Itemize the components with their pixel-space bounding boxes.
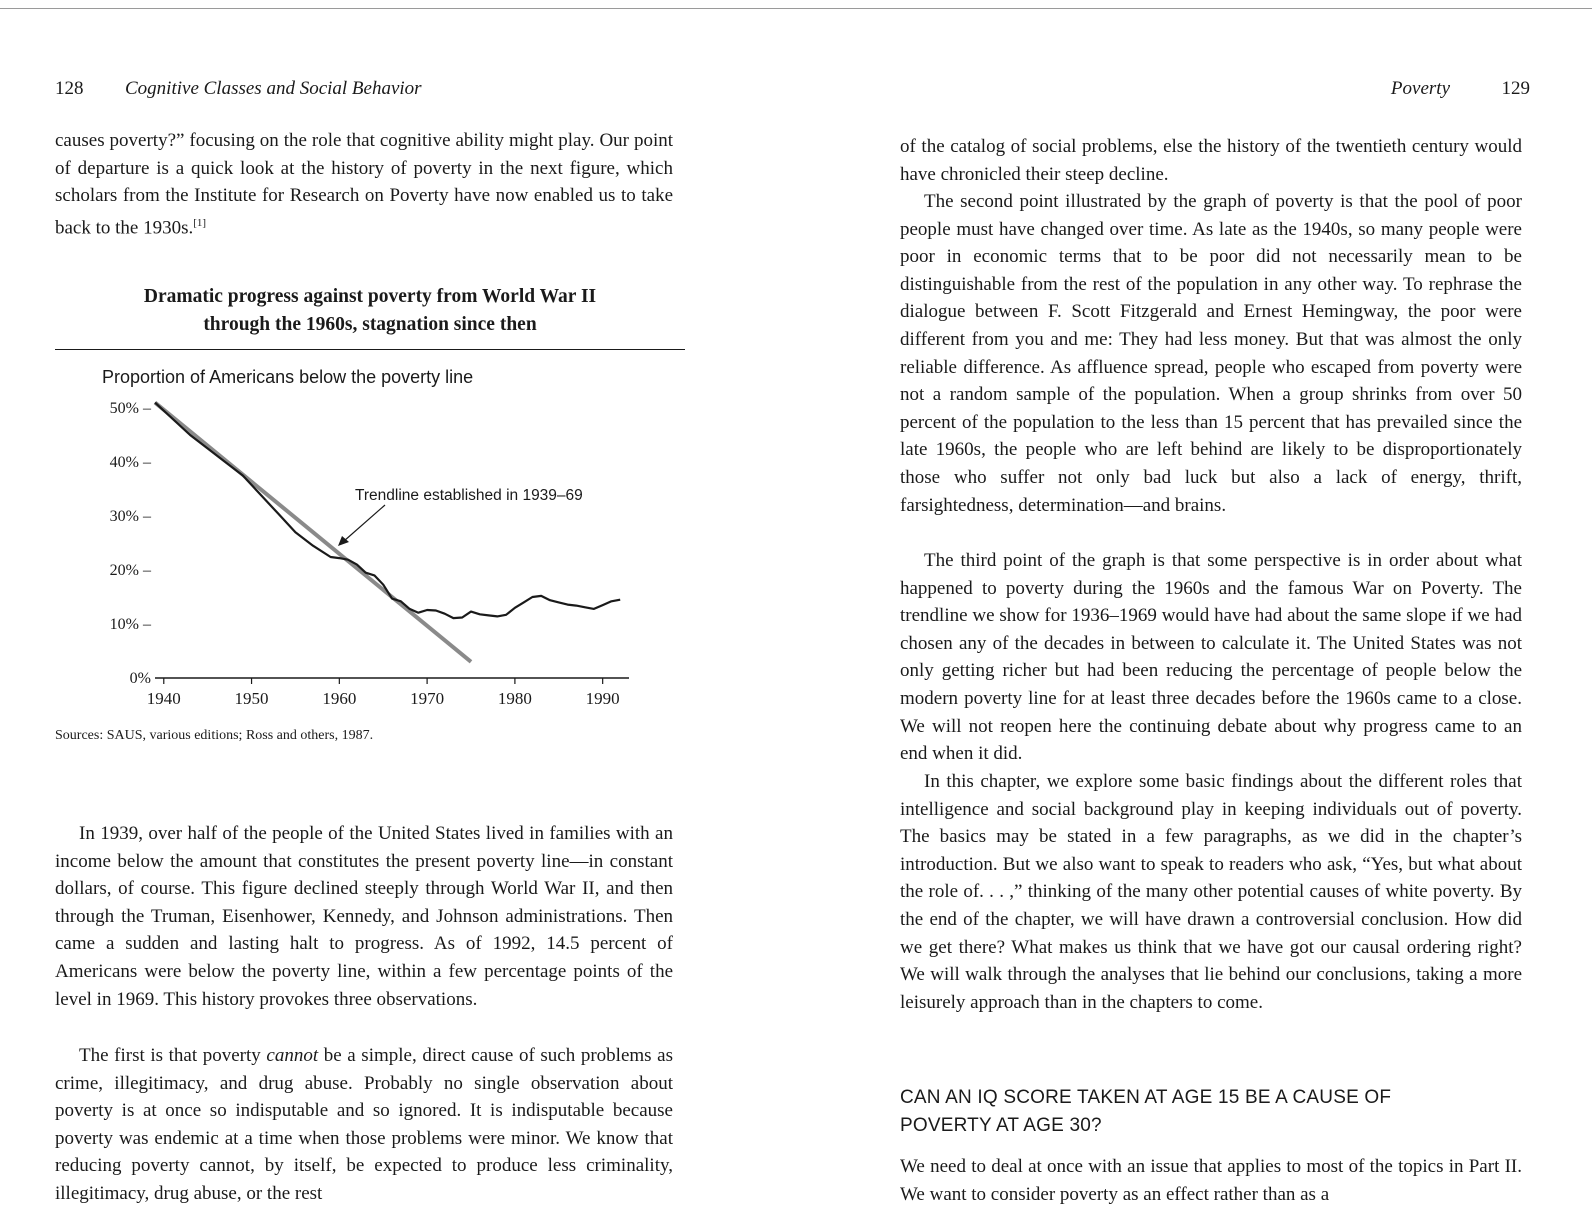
chart-annotation-layer	[338, 487, 583, 546]
top-border-line	[0, 8, 1592, 9]
right-paragraph-4: In this chapter, we explore some basic findings about the different roles that intelligence and social background play in keeping individuals out of poverty. The basics may be stated in a few paragraphs, as we did in the chapter’s introduction. But we also want to speak to readers who ask, “Yes, but what about the role of. . . ,” thinking of the many other potential causes of white poverty. By the end of the chapter, we will have drawn a controversial conclusion. How did we get there? What makes us think that we have got our causal ordering right? We will walk through the analyses that lie behind our conclusions, taking a more leisurely approach than in the chapters to come.	[900, 771, 1522, 1013]
figure-title-line-1: Dramatic progress against poverty from World War II	[143, 286, 597, 307]
y-tick-label-0: 0%	[129, 670, 151, 687]
x-tick-label-1960: 1960	[322, 689, 357, 708]
figure-rule	[55, 349, 685, 350]
right-paragraph-2: The second point illustrated by the graph of poverty is that the pool of poor people must have changed over time. As late as the 1940s, so many people were poor in economic terms that to be poor did not necessarily mean to be distinguishable from the rest of the population in any other way. To rephrase the dialogue between F. Scott Fitzgerald and Ernest Hemingway, the poor were different from you and me: They had less money. But that was almost the only reliable difference. As affluence spread, people who escaped from poverty were not a random sample of the population. When a group shrinks from over 50 percent of the population to the less than 15 percent that has prevailed since the late 1960s, the people who are left behind are likely to be disproportionately those who suffer not only bad luck but also a lack of energy, thrift, farsightedness, determination—and brains.	[900, 191, 1522, 516]
figure-title-line-2: through the 1960s, stagnation since then	[203, 314, 537, 335]
section-subheading	[900, 1084, 1530, 1140]
figure-title	[55, 283, 685, 339]
subheading-line-2: POVERTY AT AGE 30?	[900, 1115, 1102, 1136]
running-title-right: Poverty	[1390, 78, 1450, 99]
x-tick-label-1990: 1990	[585, 689, 620, 708]
right-paragraph-3: The third point of the graph is that some perspective is in order about what happened to poverty during the 1960s and the famous War on Poverty. The trendline we show for 1936–1969 would have had about the same slope if we had chosen any of the decades in between to calculate it. The United States was not only getting richer but had been reducing the percentage of people below the modern poverty line for at least three decades before the 1960s came to a close. We will not reopen here the continuing debate about why progress came to an end when it did.	[900, 550, 1522, 765]
trendline-annotation-label: Trendline established in 1939–69	[355, 487, 583, 504]
x-tick-label-1940: 1940	[146, 689, 181, 708]
intro-paragraph: causes poverty?” focusing on the role that cognitive ability might play. Our point of departure is a quick look at the history of poverty in the next figure, which scholars from the Institute for Research on Poverty have now enabled us to take back to the 1930s.[1]	[55, 130, 673, 239]
footnote-marker: [1]	[193, 216, 207, 229]
poverty-line-chart	[55, 355, 685, 725]
page-number-right: 129	[1501, 78, 1530, 99]
running-title-left: Cognitive Classes and Social Behavior	[125, 78, 422, 99]
figure-source: Sources: SAUS, various editions; Ross and others, 1987.	[55, 728, 374, 743]
trendline	[155, 403, 471, 662]
chart-series-layer	[155, 403, 620, 618]
subheading-line-1: CAN AN IQ SCORE TAKEN AT AGE 15 BE A CAUSE OF	[900, 1087, 1392, 1108]
x-tick-label-1970: 1970	[410, 689, 445, 708]
emphasis-cannot: cannot	[266, 1045, 319, 1066]
poverty-rate-series-line	[155, 403, 620, 618]
chart-trendline-layer	[155, 403, 471, 662]
y-tick-label-40: 40% –	[109, 454, 151, 471]
right-paragraph-1: of the catalog of social problems, else the history of the twentieth century would have chronicled their steep decline.	[900, 136, 1522, 185]
body-paragraph-1: In 1939, over half of the people of the United States lived in families with an income below the amount that constitutes the present poverty line—in constant dollars, of course. This figure declined steeply through World War II, and then through the Truman, Eisenhower, Kennedy, and Johnson administrations. Then came a sudden and lasting halt to progress. As of 1992, 14.5 percent of Americans were below the poverty line, within a few percentage points of the level in 1969. This history provokes three observations.	[55, 823, 673, 1010]
chart-y-axis-label: Proportion of Americans below the poverty line	[102, 367, 474, 387]
page-number-left: 128	[55, 78, 84, 99]
x-tick-label-1980: 1980	[497, 689, 532, 708]
y-tick-label-20: 20% –	[109, 562, 151, 579]
body-paragraph-2: The first is that poverty cannot be a simple, direct cause of such problems as crime, illegitimacy, and drug abuse. Probably no single observation about poverty is at once so indisputable and so ignored. It is indisputable because poverty was endemic at a time when those problems were minor. We know that reducing poverty cannot, by itself, be expected to produce less criminality, illegitimacy, drug abuse, or the rest	[55, 1045, 673, 1204]
right-paragraph-5: We need to deal at once with an issue that applies to most of the topics in Part II. We want to consider poverty as an effect rather than as a	[900, 1156, 1522, 1205]
y-tick-label-30: 30% –	[109, 508, 151, 525]
x-tick-label-1950: 1950	[234, 689, 269, 708]
annotation-pointer	[344, 505, 385, 541]
y-tick-label-50: 50% –	[109, 400, 151, 417]
y-tick-label-10: 10% –	[109, 616, 151, 633]
chart-axes	[110, 400, 629, 708]
